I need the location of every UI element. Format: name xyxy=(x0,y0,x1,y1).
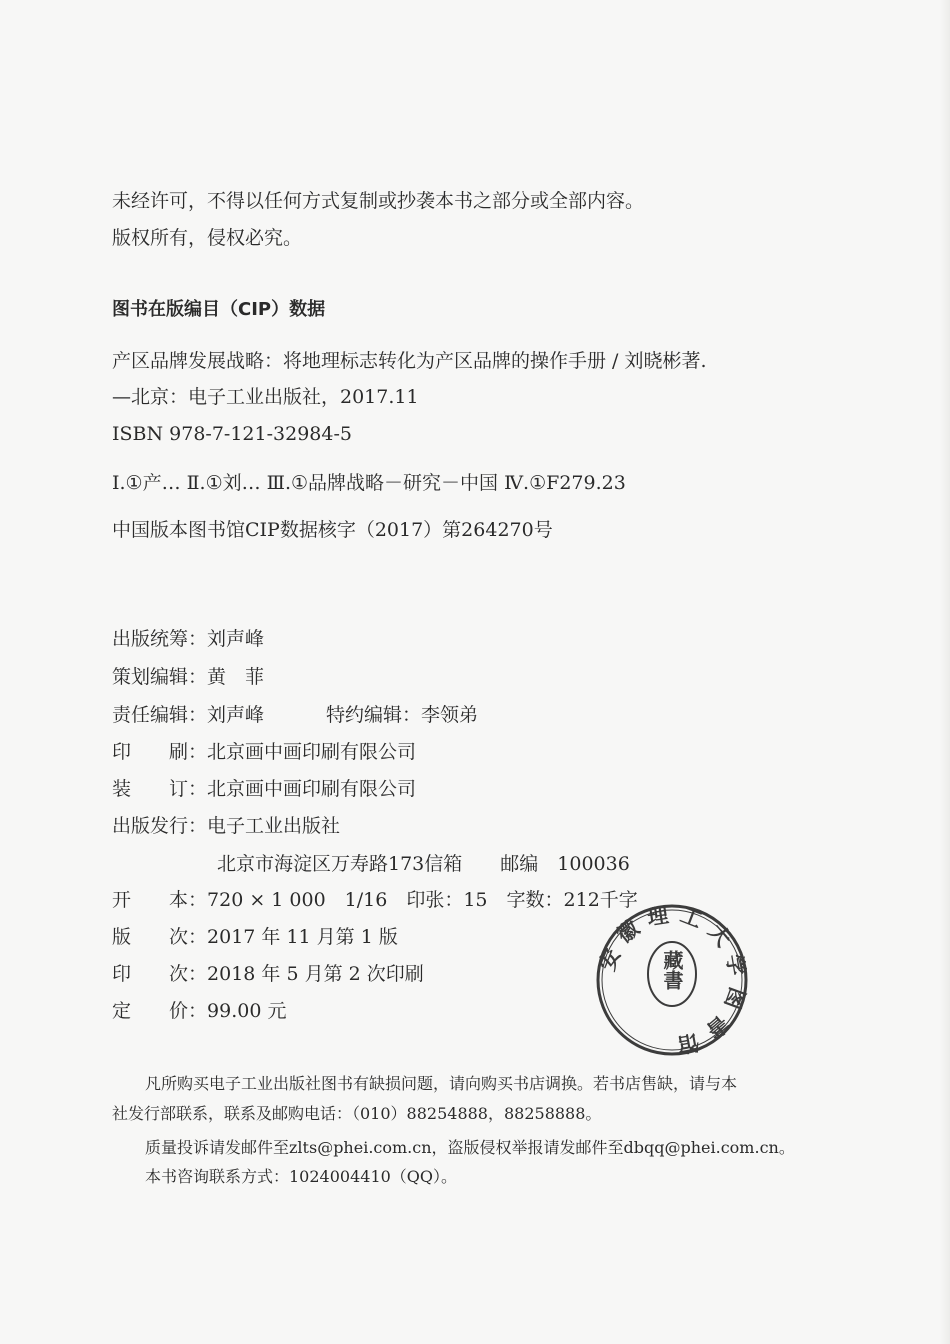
cip-heading: 图书在版编目（CIP）数据 xyxy=(112,299,326,320)
edition-value: 2017 年 11 月第 1 版 xyxy=(207,926,398,948)
notice-line-3: 质量投诉请发邮件至zlts@phei.com.cn，盗版侵权举报请发邮件至dbqq@phei.com.cn。 xyxy=(145,1138,795,1157)
cip-publisher-line: —北京：电子工业出版社，2017.11 xyxy=(112,386,419,408)
price-label: 定 价： xyxy=(112,1000,208,1022)
notice-line-4: 本书咨询联系方式：1024004410（QQ）。 xyxy=(145,1167,458,1186)
planning-coordinator: 出版统筹：刘声峰 xyxy=(112,628,265,650)
cip-record-number: 中国版本图书馆CIP数据核字（2017）第264270号 xyxy=(112,519,553,541)
format-value: 720 × 1 000 1/16 印张：15 字数：212千字 xyxy=(207,889,638,911)
binding-label: 装 订： xyxy=(112,778,208,800)
price-row xyxy=(112,999,286,1023)
responsible-editor: 责任编辑：刘声峰 xyxy=(112,704,265,726)
impression-label: 印 次： xyxy=(112,963,208,985)
planning-editor: 策划编辑：黄 菲 xyxy=(112,666,265,688)
scan-edge-shadow xyxy=(940,0,950,1344)
cip-isbn: ISBN 978-7-121-32984-5 xyxy=(112,423,352,445)
binding-value: 北京画中画印刷有限公司 xyxy=(207,778,417,800)
notice-line-1: 凡所购买电子工业出版社图书有缺损问题，请向购买书店调换。若书店售缺，请与本 xyxy=(145,1074,738,1093)
cip-title-line: 产区品牌发展战略：将地理标志转化为产区品牌的操作手册 / 刘晓彬著. xyxy=(112,350,707,372)
copyright-notice: 未经许可，不得以任何方式复制或抄袭本书之部分或全部内容。 xyxy=(112,190,645,212)
distribution-row xyxy=(112,814,340,838)
notice-line-2: 社发行部联系，联系及邮购电话：（010）88254888，88258888。 xyxy=(112,1104,602,1123)
format-label: 开 本： xyxy=(112,889,208,911)
distribution-value: 电子工业出版社 xyxy=(207,815,341,837)
format-row xyxy=(112,888,638,912)
printing-label: 印 刷： xyxy=(112,741,208,763)
special-editor: 特约编辑：李领弟 xyxy=(326,704,479,726)
impression-row xyxy=(112,962,424,986)
printing-value: 北京画中画印刷有限公司 xyxy=(207,741,417,763)
library-stamp xyxy=(592,900,752,1060)
printing-row xyxy=(112,740,416,764)
binding-row xyxy=(112,777,416,801)
publisher-address: 北京市海淀区万寿路173信箱 邮编 100036 xyxy=(217,853,630,875)
price-value: 99.00 元 xyxy=(207,1000,287,1022)
stamp-inner-text: 藏書 xyxy=(660,950,684,990)
cip-classification: Ⅰ.①产… Ⅱ.①刘… Ⅲ.①品牌战略－研究－中国 Ⅳ.①F279.23 xyxy=(112,472,626,494)
edition-label: 版 次： xyxy=(112,926,208,948)
rights-reserved: 版权所有，侵权必究。 xyxy=(112,227,303,249)
edition-row xyxy=(112,925,398,949)
stamp-outer-text: 安徽理工大学图書馆 xyxy=(594,900,752,1060)
impression-value: 2018 年 5 月第 2 次印刷 xyxy=(207,963,424,985)
distribution-label: 出版发行： xyxy=(112,815,208,837)
